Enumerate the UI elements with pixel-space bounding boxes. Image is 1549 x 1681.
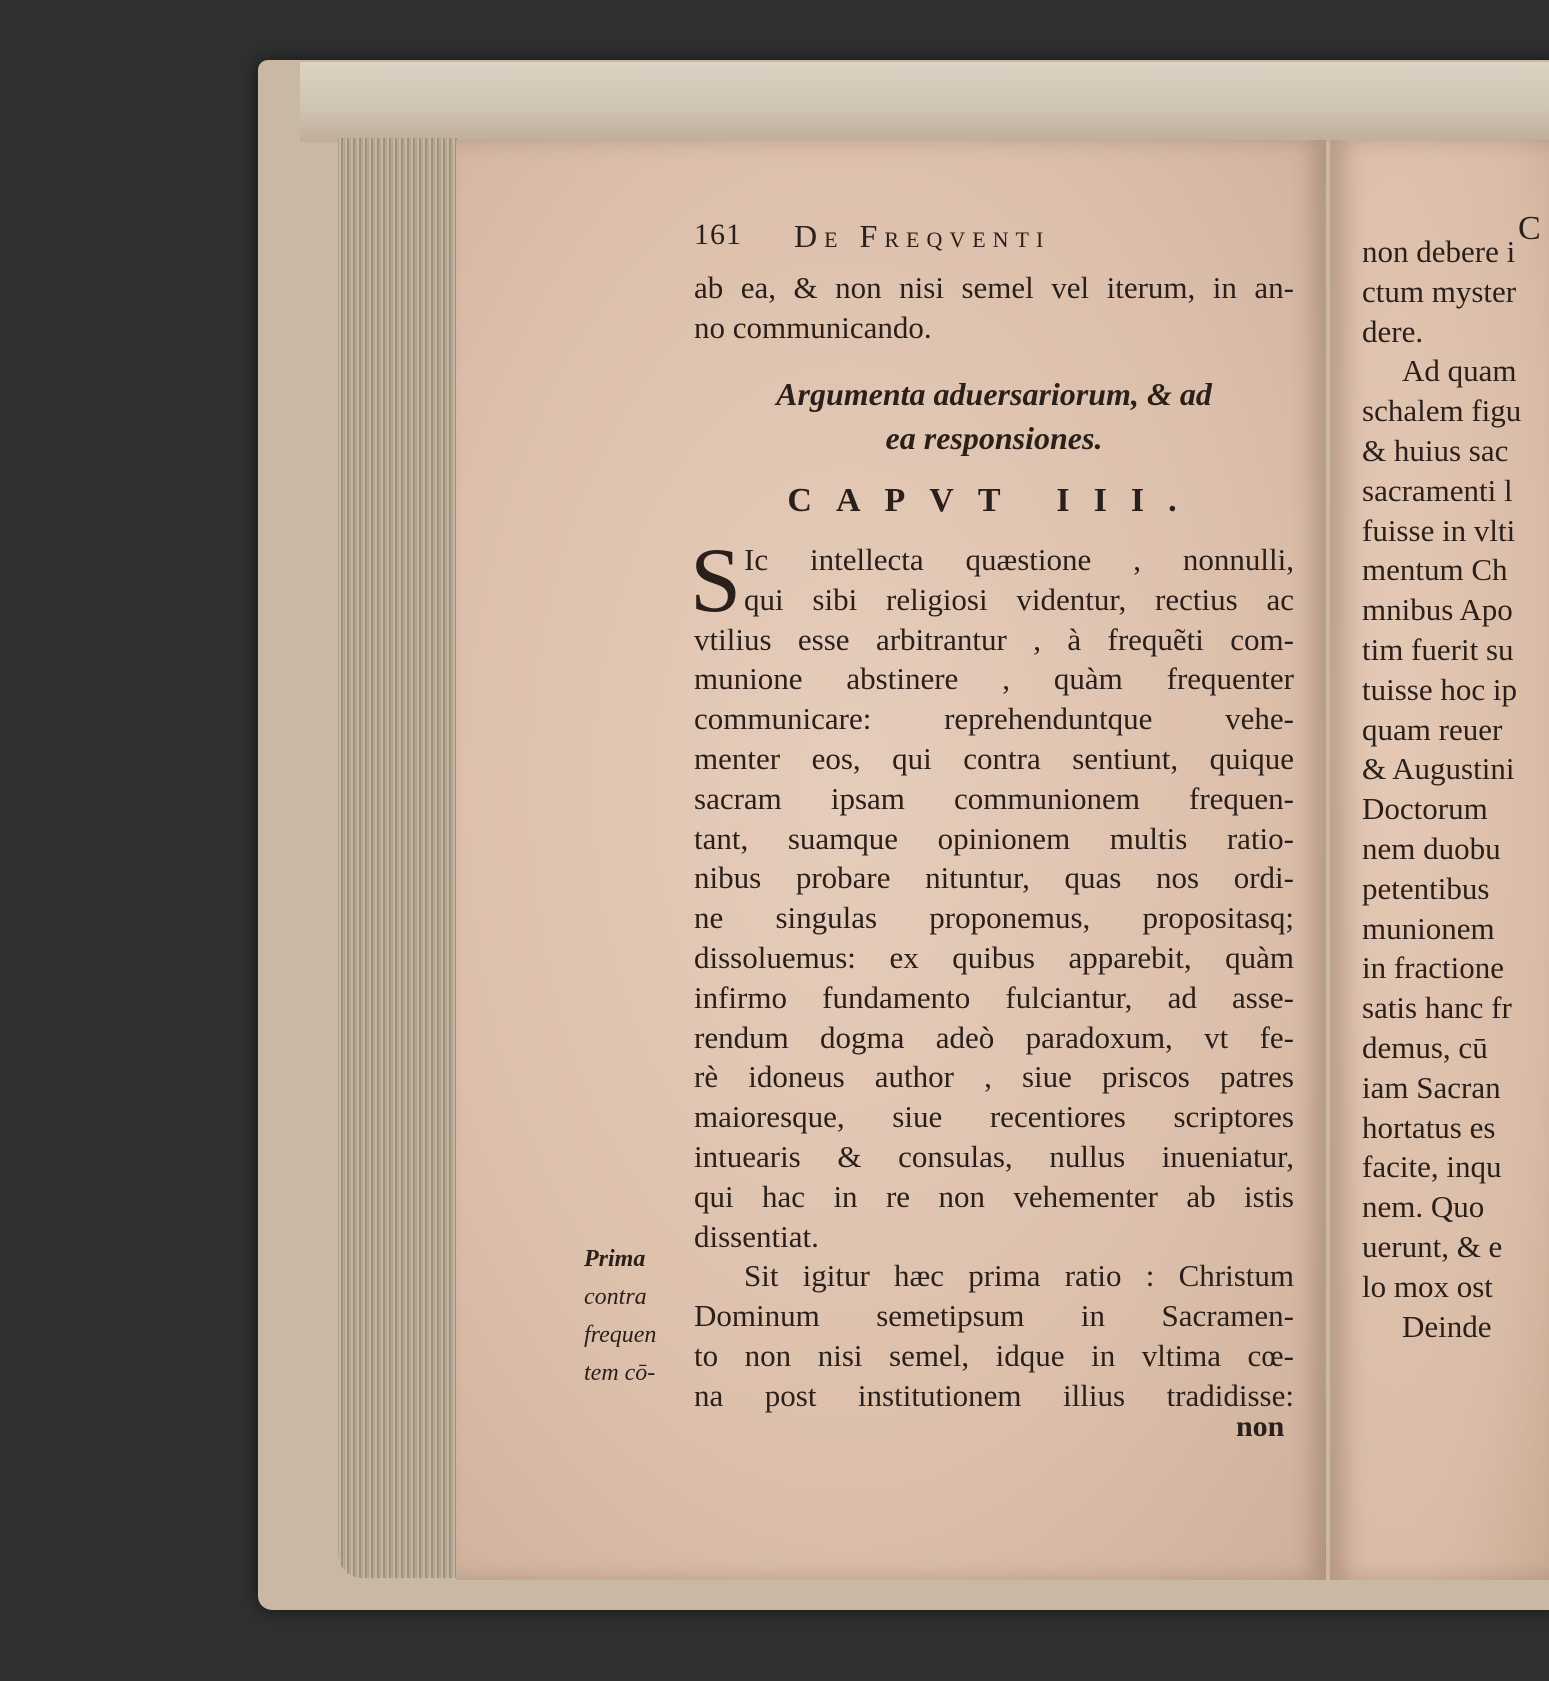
text-line: Ad quam: [1402, 353, 1517, 389]
margin-note-line: tem cō-: [584, 1360, 656, 1386]
text-line: dere.: [1362, 313, 1424, 349]
text-line: nem. Quo: [1362, 1189, 1485, 1225]
margin-note-line: frequen: [584, 1322, 657, 1348]
text-line: Sit igitur hæc prima ratio : Christum: [744, 1258, 1294, 1294]
text-line: iam Sacran: [1362, 1069, 1501, 1105]
main-paragraph: [694, 540, 1294, 1416]
text-line: demus, cū: [1362, 1029, 1488, 1065]
heading-line: Argumenta aduersariorum, & ad: [776, 376, 1212, 412]
text-line: mnibus Apo: [1362, 592, 1513, 628]
left-page-header: [694, 218, 1294, 258]
text-line: satis hanc fr: [1362, 990, 1512, 1026]
text-line: ctum myster: [1362, 273, 1517, 309]
text-line: hortatus es: [1362, 1109, 1496, 1145]
text-line: sacramenti l: [1362, 472, 1513, 508]
text-line: in fractione: [1362, 950, 1505, 986]
text-line: nibus probare nituntur, quas nos ordi-: [694, 860, 1294, 896]
text-line: maioresque, siue recentiores scriptores: [694, 1099, 1294, 1135]
text-line: sacram ipsam communionem frequen-: [694, 780, 1294, 816]
text-line: rè idoneus author , siue priscos patres: [694, 1059, 1294, 1095]
text-line: non debere i: [1362, 234, 1516, 269]
text-line: communicare: reprehenduntque vehe-: [694, 701, 1294, 737]
right-page-text: [1362, 232, 1549, 1346]
text-line: fuisse in vlti: [1362, 512, 1516, 548]
text-line: dissoluemus: ex quibus apparebit, quàm: [694, 939, 1294, 975]
text-line: Doctorum: [1362, 791, 1488, 827]
text-line: quam reuer: [1362, 711, 1503, 747]
running-title: De Freqventi: [794, 218, 1051, 254]
book-top-edge: [300, 62, 1549, 142]
text-line: petentibus: [1362, 870, 1490, 906]
text-line: Deinde: [1402, 1308, 1492, 1344]
text-line: rendum dogma adeò paradoxum, vt fe-: [694, 1019, 1294, 1055]
text-line: nem duobu: [1362, 830, 1501, 866]
text-line: menter eos, qui contra sentiunt, quique: [694, 740, 1294, 776]
text-line: to non nisi semel, idque in vltima cœ-: [694, 1337, 1294, 1373]
text-line: Ic intellecta quæstione , nonnulli,: [744, 542, 1294, 577]
right-page-header: C: [1518, 210, 1541, 247]
margin-note-line: contra: [584, 1284, 647, 1310]
text-line: dissentiat.: [694, 1218, 819, 1254]
text-line: qui hac in re non vehementer ab istis: [694, 1178, 1294, 1214]
text-line: uerunt, & e: [1362, 1228, 1503, 1264]
margin-note-line: Prima: [584, 1246, 646, 1272]
text-line: tuisse hoc ip: [1362, 671, 1517, 707]
text-line: mentum Ch: [1362, 552, 1508, 588]
margin-note: [584, 1240, 694, 1392]
text-line: munione abstinere , quàm frequenter: [694, 661, 1294, 697]
text-line: munionem: [1362, 910, 1495, 946]
section-heading: [694, 372, 1294, 460]
text-line: & huius sac: [1362, 432, 1509, 468]
text-line: qui sibi religiosi videntur, rectius ac: [744, 581, 1294, 617]
text-line: ab ea, & non nisi semel vel iterum, in an-: [694, 270, 1294, 305]
text-line: lo mox ost: [1362, 1268, 1493, 1304]
text-line: na post institutionem illius tradidisse:: [694, 1377, 1294, 1413]
text-line: tim fuerit su: [1362, 631, 1514, 667]
text-line: schalem figu: [1362, 393, 1522, 429]
text-line: intuearis & consulas, nullus inueniatur,: [694, 1138, 1294, 1174]
text-line: Dominum semetipsum in Sacramen-: [694, 1298, 1294, 1334]
text-line: facite, inqu: [1362, 1149, 1502, 1185]
catchword: non: [1236, 1410, 1285, 1443]
chapter-label: CAPVT III.: [787, 482, 1201, 519]
heading-line: ea responsiones.: [885, 420, 1103, 456]
text-line: ne singulas proponemus, propositasq;: [694, 900, 1294, 936]
text-line: infirmo fundamento fulciantur, ad asse-: [694, 979, 1294, 1015]
opening-lines: [694, 268, 1294, 348]
drop-cap: S: [690, 529, 742, 631]
text-line: no communicando.: [694, 310, 932, 345]
text-line: vtilius esse arbitrantur , à frequẽti com-: [694, 621, 1294, 657]
text-line: tant, suamque opinionem multis ratio-: [694, 820, 1294, 856]
page-edges: [338, 138, 458, 1578]
text-line: & Augustini: [1362, 751, 1515, 787]
page-number: 161: [694, 218, 742, 251]
